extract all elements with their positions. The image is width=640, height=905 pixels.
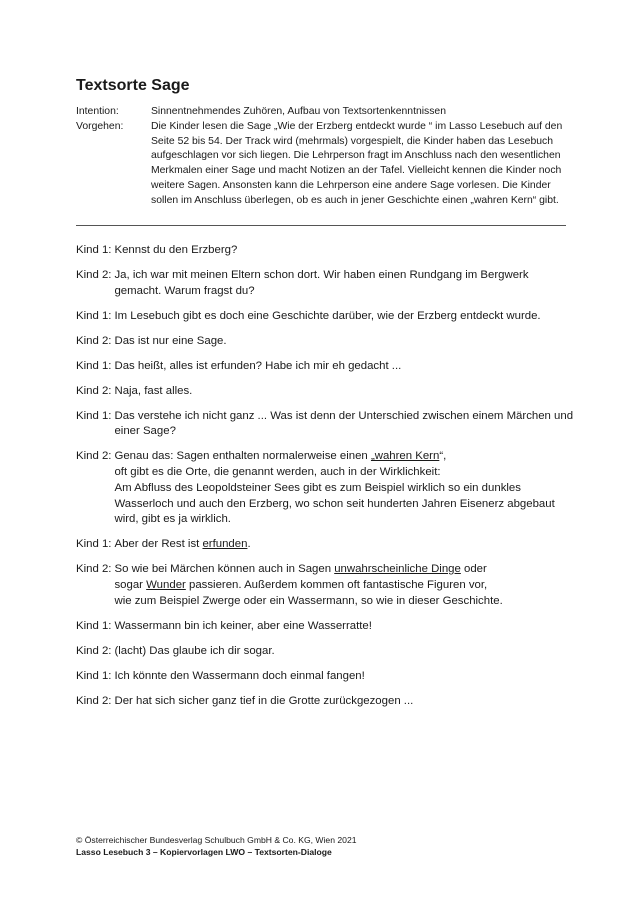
dialogue-turn: [76, 243, 576, 259]
utterance: Das verstehe ich nicht ganz ... Was ist denn der Unterschied zwischen einem Märchen und einer Sage?: [114, 409, 574, 438]
dialogue-turn: [76, 619, 576, 635]
speaker-label: Kind 1:: [76, 409, 112, 422]
utterance-text: .: [247, 538, 251, 551]
dialogue-turn: [76, 669, 576, 685]
utterance: Das ist nur eine Sage.: [114, 334, 227, 347]
utterance: (lacht) Das glaube ich dir sogar.: [114, 644, 275, 657]
speaker-label: Kind 2:: [76, 644, 112, 657]
intention-row: [76, 105, 566, 120]
speaker-label: Kind 1:: [76, 244, 112, 256]
utterance: Ich könnte den Wassermann doch einmal fangen!: [114, 669, 365, 682]
speaker-label: Kind 2:: [76, 384, 112, 397]
speaker-label: Kind 2:: [76, 450, 112, 463]
utterance: [114, 449, 576, 528]
vorgehen-text: Die Kinder lesen die Sage „Wie der Erzberg entdeckt wurde “ im Lasso Lesebuch auf den Seite 52 bis 54. Der Track wird (mehrmals) vorgespielt, die Kinder haben das Lesebuch aufgeschlagen vor sich liegen. Die Lehrperson fragt im Anschluss nach den wesentlichen Merkmalen einer Sage und macht Notizen an der Tafel. Vielleicht kennen die Kinder noch weitere Sagen. Ansonsten kann die Lehrperson eine andere Sage vorlesen. Die Kinder sollen im Anschluss überlegen, ob es auch in jener Geschichte einen „wahren Kern“ gibt.: [151, 120, 563, 206]
utterance-text: “,: [439, 450, 447, 463]
dialogue-turn: [76, 409, 576, 440]
intention-label: Intention:: [76, 106, 119, 117]
underlined-term: „wahren Kern: [370, 450, 440, 463]
speaker-label: Kind 1:: [76, 359, 112, 372]
speaker-label: Kind 1:: [76, 538, 112, 551]
utterance-text: Am Abfluss des Leopoldsteiner Sees gibt es zum Beispiel wirklich so ein dunkles Wasserloch und auch den Erzberg, wo schon seit hunderten Jahren Eisenerz abgebaut wird, gibt es ja wirklich.: [114, 481, 555, 526]
speaker-label: Kind 1:: [76, 309, 112, 322]
utterance: Im Lesebuch gibt es doch eine Geschichte darüber, wie der Erzberg entdeckt wurde.: [114, 309, 541, 322]
underlined-term: erfunden: [202, 538, 248, 551]
underlined-term: unwahrscheinliche Dinge: [334, 563, 461, 576]
utterance-text: wie zum Beispiel Zwerge oder ein Wassermann, so wie in dieser Geschichte.: [114, 594, 503, 607]
dialogue-turn: [76, 309, 576, 325]
dialogue-turn: [76, 268, 576, 299]
dialogue-turn: [76, 537, 576, 553]
utterance: Ja, ich war mit meinen Eltern schon dort. Wir haben einen Rundgang im Bergwerk gemacht. Warum fragst du?: [114, 269, 529, 297]
utterance: Wassermann bin ich keiner, aber eine Wasserratte!: [114, 619, 372, 632]
dialogue-turn: [76, 449, 576, 528]
dialogue-turn: [76, 334, 576, 350]
page-title: Textsorte Sage: [76, 77, 190, 94]
speaker-label: Kind 1:: [76, 669, 112, 682]
utterance-text: oft gibt es die Orte, die genannt werden, auch in der Wirklichkeit:: [114, 466, 441, 479]
dialogue-turn: [76, 384, 576, 400]
utterance: [114, 537, 576, 553]
utterance: Das heißt, alles ist erfunden? Habe ich mir eh gedacht ...: [114, 359, 402, 372]
utterance-text: passieren. Außerdem kommen oft fantastische Figuren vor,: [185, 578, 488, 591]
dialogue-turn: [76, 359, 576, 375]
utterance-text: oder: [460, 563, 487, 576]
teacher-notes: [76, 105, 566, 209]
speaker-label: Kind 2:: [76, 269, 112, 281]
utterance: Kennst du den Erzberg?: [114, 244, 238, 256]
vorgehen-row: [76, 120, 566, 209]
speaker-label: Kind 2:: [76, 334, 112, 347]
speaker-label: Kind 2:: [76, 694, 112, 707]
section-divider: [76, 225, 566, 226]
intention-text: Sinnentnehmendes Zuhören, Aufbau von Textsortenkenntnissen: [151, 106, 446, 117]
utterance-text: Aber der Rest ist: [114, 538, 203, 551]
utterance-text: So wie bei Märchen können auch in Sagen: [114, 563, 335, 576]
speaker-label: Kind 1:: [76, 619, 112, 632]
utterance: Der hat sich sicher ganz tief in die Grotte zurückgezogen ...: [114, 694, 414, 707]
utterance-text: sogar: [114, 578, 147, 591]
dialogue-turn: [76, 644, 576, 660]
utterance: [114, 562, 576, 609]
source-line: Lasso Lesebuch 3 – Kopiervorlagen LWO – Textsorten-Dialoge: [76, 847, 332, 857]
dialogue: [76, 243, 576, 719]
copyright-notice: © Österreichischer Bundesverlag Schulbuch GmbH & Co. KG, Wien 2021: [76, 835, 357, 845]
speaker-label: Kind 2:: [76, 563, 112, 576]
utterance: Naja, fast alles.: [114, 384, 193, 397]
page-footer: [76, 834, 357, 858]
dialogue-turn: [76, 694, 576, 710]
vorgehen-label: Vorgehen:: [76, 120, 124, 132]
utterance-text: Genau das: Sagen enthalten normalerweise einen: [114, 450, 371, 463]
dialogue-turn: [76, 562, 576, 609]
underlined-term: Wunder: [146, 578, 186, 591]
